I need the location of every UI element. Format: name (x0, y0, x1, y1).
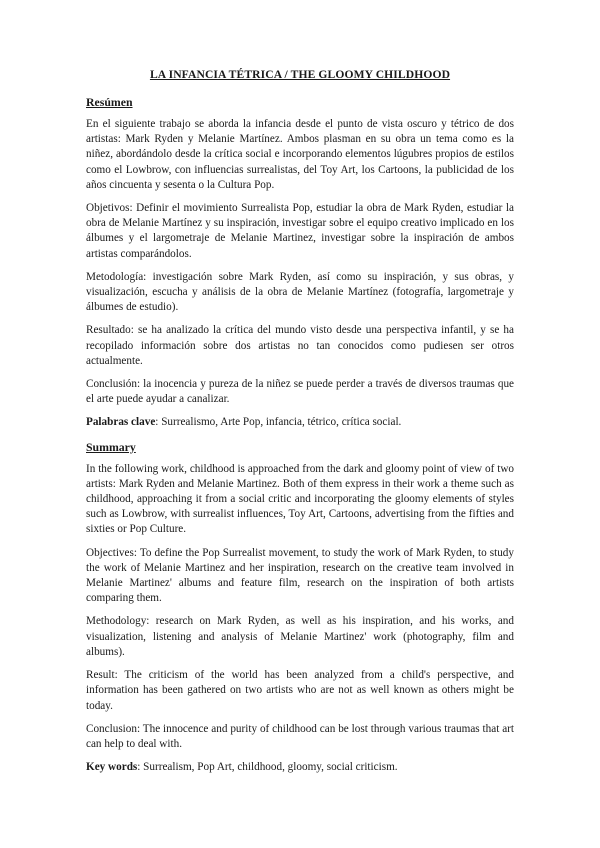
spanish-intro-paragraph: En el siguiente trabajo se aborda la infancia desde el punto de vista oscuro y tétrico de dos artistas: Mark Ryden y Melanie Martínez. Ambos plasman en su obra un tema como es la niñez, abordándolo desde la crítica social e incorporando elementos lúgubres propios de estilos como el Lowbrow, con influencias surrealistas, del Toy Art, los Cartoons, la publicidad de los años cincuenta y sesenta o la Cultura Pop. (86, 118, 514, 191)
spanish-result-paragraph: Resultado: se ha analizado la crítica del mundo visto desde una perspectiva infantil, y se ha recopilado información sobre dos artistas no tan conocidos como pudiesen ser otros actualmente. (86, 324, 514, 367)
english-intro-paragraph: In the following work, childhood is approached from the dark and gloomy point of view of two artists: Mark Ryden and Melanie Martinez. Both of them express in their work a theme such as childhood, approaching it from a social critic and incorporating the gloomy elements of styles such as Lowbrow, with surrealist influences, Toy Art, Cartoons, advertising from the fifties and sixties or Pop Culture. (86, 462, 514, 536)
english-methodology-paragraph: Methodology: research on Mark Ryden, as well as his inspiration, and his works, and visualization, listening and analysis of Melanie Martinez' work (photography, film and albums). (86, 615, 514, 658)
spanish-keywords-label: Palabras clave (86, 416, 156, 429)
english-summary-heading: Summary (86, 439, 136, 454)
english-keywords (86, 760, 514, 775)
english-keywords-label: Key words (86, 761, 138, 774)
spanish-abstract-heading: Resúmen (86, 95, 133, 109)
english-result-paragraph: Result: The criticism of the world has been analyzed from a child's perspective, and information has been gathered on two artists who are not as well known as others might be today. (86, 669, 514, 712)
spanish-conclusion-paragraph: Conclusión: la inocencia y pureza de la niñez se puede perder a través de diversos traumas que el arte puede ayudar a canalizar. (86, 378, 514, 406)
spanish-methodology-paragraph: Metodología: investigación sobre Mark Ryden, así como su inspiración, y sus obras, y visualización, escucha y análisis de la obra de Melanie Martínez (fotografía, largometraje y álbumes de estudio). (86, 270, 514, 314)
english-objectives-paragraph: Objectives: To define the Pop Surrealist movement, to study the work of Mark Ryden, to study the work of Melanie Martinez and her inspiration, research on the creative team involved in Melanie Martinez' albums and feature film, research on the inspiration of both artists comparing them. (86, 546, 514, 605)
document-title: LA INFANCIA TÉTRICA / THE GLOOMY CHILDHOOD (149, 68, 451, 81)
english-keywords-text: : Surrealism, Pop Art, childhood, gloomy, social criticism. (137, 761, 398, 774)
spanish-objectives-paragraph: Objetivos: Definir el movimiento Surrealista Pop, estudiar la obra de Mark Ryden, estudiar la obra de Melanie Martínez y su inspiración, investigar sobre el equipo creativo implicado en los álbumes y el largometraje de Melanie Martinez, investigar sobre la inspiración de ambos artistas comparándolos. (86, 202, 514, 260)
spanish-keywords-text: : Surrealismo, Arte Pop, infancia, tétrico, crítica social. (155, 416, 402, 429)
english-conclusion-paragraph: Conclusion: The innocence and purity of childhood can be lost through various traumas that art can help to deal with. (86, 722, 514, 750)
spanish-keywords (86, 415, 514, 430)
